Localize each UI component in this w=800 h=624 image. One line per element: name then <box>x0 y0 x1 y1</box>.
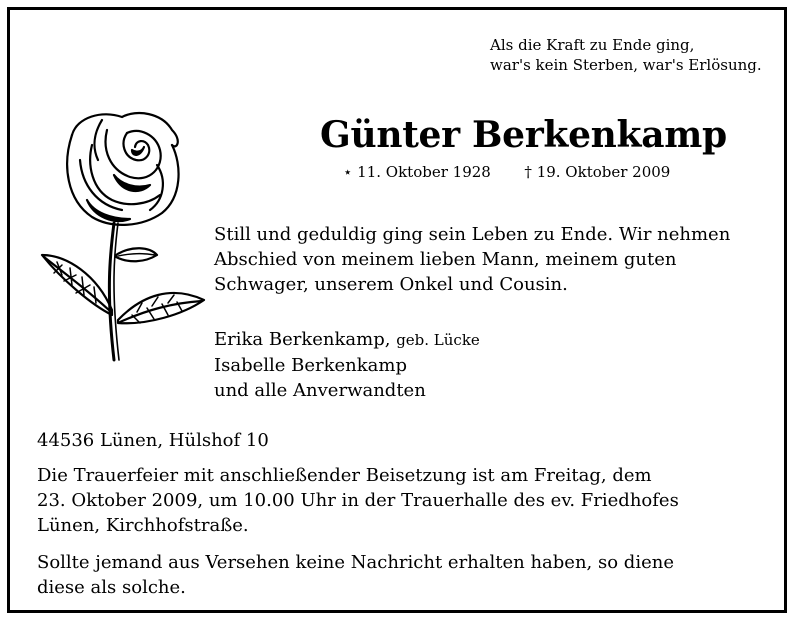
signer-third: und alle Anverwandten <box>214 380 426 401</box>
signer-first <box>214 327 480 353</box>
statement-line: Still und geduldig ging sein Leben zu Ende. Wir nehmen <box>214 224 731 245</box>
ceremony-line: 23. Oktober 2009, um 10.00 Uhr in der Trauerhalle des ev. Friedhofes <box>37 490 679 511</box>
note-line: diese als solche. <box>37 577 186 598</box>
death-date: 19. Oktober 2009 <box>536 163 671 181</box>
ceremony-info <box>37 463 757 538</box>
birth-symbol: ⋆ <box>343 163 353 181</box>
ceremony-line: Lünen, Kirchhofstraße. <box>37 515 249 536</box>
motto-line: Als die Kraft zu Ende ging, <box>490 36 695 54</box>
death-symbol: † <box>524 163 532 181</box>
life-dates <box>343 163 670 181</box>
birth-date: 11. Oktober 1928 <box>357 163 491 181</box>
signer-first-note: geb. Lücke <box>396 331 480 349</box>
obituary-card <box>7 7 787 613</box>
motto-line: war's kein Sterben, war's Erlösung. <box>490 56 762 74</box>
statement <box>214 222 774 297</box>
rose-icon <box>32 105 212 365</box>
note-line: Sollte jemand aus Versehen keine Nachricht erhalten haben, so diene <box>37 552 674 573</box>
statement-line: Schwager, unserem Onkel und Cousin. <box>214 274 568 295</box>
signer-second: Isabelle Berkenkamp <box>214 355 408 376</box>
statement-line: Abschied von meinem lieben Mann, meinem guten <box>214 249 677 270</box>
closing-note <box>37 550 757 600</box>
signer-first-name: Erika Berkenkamp, <box>214 329 391 350</box>
signers <box>214 327 480 403</box>
motto <box>490 35 762 75</box>
address: 44536 Lünen, Hülshof 10 <box>37 430 269 451</box>
deceased-name: Günter Berkenkamp <box>320 114 727 156</box>
ceremony-line: Die Trauerfeier mit anschließender Beisetzung ist am Freitag, dem <box>37 465 652 486</box>
